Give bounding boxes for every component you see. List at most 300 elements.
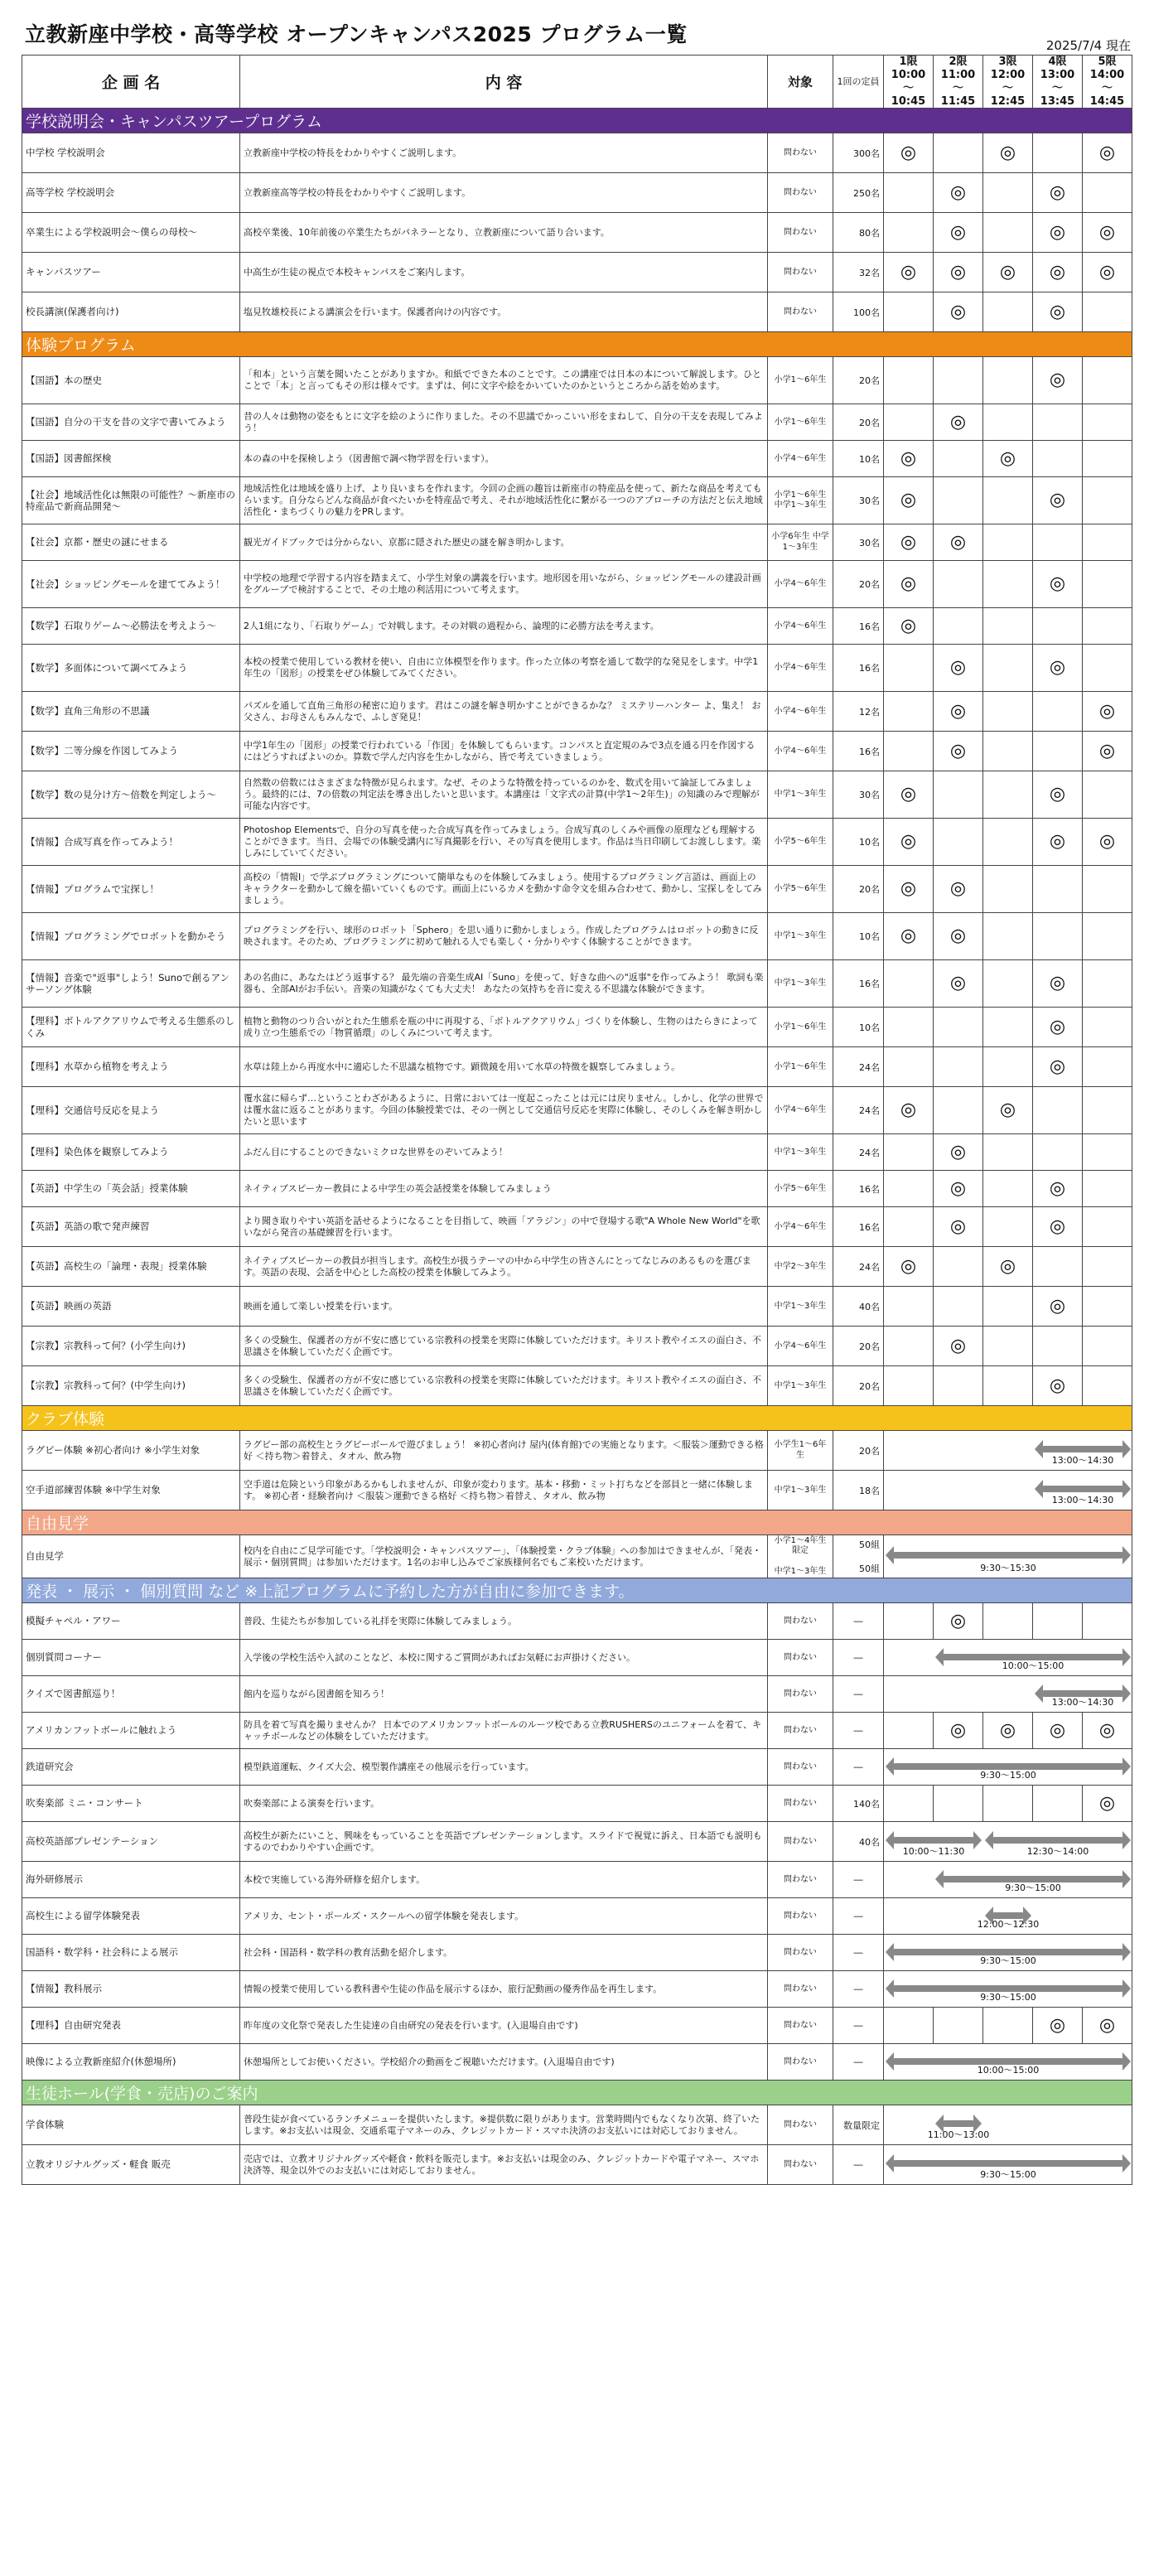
time-span-label: 13:00〜14:30 [1051,1495,1114,1506]
program-capacity [833,253,884,292]
program-content: 空手道は危険という印象があるかもしれませんが、印象が変わります。基本・移動・ミット打ちなどを部員と一緒に体験します。 ※初心者・経験者向け ＜服装＞運動できる格好 ＜持ち物＞着替え、タオル、飲み物 [240,1471,768,1510]
scheduled-mark: ◎ [1049,1719,1066,1741]
program-capacity [833,645,884,692]
target-text: 問わない [784,1798,817,1808]
program-capacity [833,819,884,866]
program-name: 【情報】プログラミングでロボットを動かそう [22,913,240,960]
scheduled-mark: ◎ [949,973,967,994]
period-2-cell [934,1247,983,1287]
period-5-cell [1083,561,1132,608]
capacity-text: ― [853,1911,863,1922]
capacity-text: 40名 [859,1301,880,1312]
program-row [22,1898,1132,1935]
program-capacity [833,732,884,771]
time-span-label: 9:30〜15:00 [980,1955,1036,1967]
program-name: 【社会】地域活性化は無限の可能性？〜新座市の特産品で新商品開発〜 [22,477,240,524]
period-5-cell [1083,2008,1132,2044]
scheduled-mark: ◎ [949,1610,967,1631]
period-3-cell [983,1134,1033,1171]
period-4-cell [1033,477,1083,524]
capacity-text: 16名 [859,746,880,757]
scheduled-mark: ◎ [1098,142,1116,163]
capacity-text: 16名 [859,663,880,674]
target-text: 問わない [784,2056,817,2066]
program-row [22,692,1132,732]
capacity-text: 20名 [859,884,880,896]
period-2-cell [934,561,983,608]
program-row [22,866,1132,913]
program-target [768,1676,833,1713]
program-name: 【理科】ボトルアクアリウムで考える生態系のしくみ [22,1008,240,1047]
program-content: 吹奏楽部による演奏を行います。 [240,1786,768,1822]
time-span-cell [884,2145,1132,2185]
scheduled-mark: ◎ [900,490,917,511]
period-4-cell [1033,173,1083,213]
program-content: 水草は陸上から再度水中に適応した不思議な植物です。顕微鏡を用いて水草の特徴を観察してみましょう。 [240,1047,768,1087]
program-capacity [833,1471,884,1510]
capacity-text: 数量限定 [843,2119,880,2131]
program-target [768,2145,833,2185]
target-text: 小学1〜6年生 [774,1061,827,1071]
program-capacity [833,771,884,819]
period-1-cell [884,2008,934,2044]
period-5-cell [1083,173,1132,213]
program-row [22,1366,1132,1406]
capacity-text: ― [853,1725,863,1737]
period-2-cell [934,1171,983,1207]
program-row [22,2105,1132,2145]
period-3-cell [983,1087,1033,1134]
period-5-cell [1083,819,1132,866]
period-5-cell [1083,692,1132,732]
period-3-cell [983,771,1033,819]
scheduled-mark: ◎ [949,1141,967,1162]
program-target [768,1786,833,1822]
scheduled-mark: ◎ [900,142,917,163]
target-text: 中学1〜3年生 [774,790,827,800]
scheduled-mark: ◎ [949,531,967,553]
program-target [768,292,833,332]
program-row [22,477,1132,524]
time-span-label: 12:30〜14:00 [1026,1846,1089,1858]
target-text: 中学1〜3年生 [774,931,827,941]
program-name: 【社会】ショッピングモールを建ててみよう！ [22,561,240,608]
program-row [22,1171,1132,1207]
program-row [22,1603,1132,1640]
scheduled-mark: ◎ [999,447,1016,469]
period-4-cell [1033,441,1083,477]
program-capacity [833,1287,884,1327]
program-content: 社会科・国語科・数学科の教育活動を紹介します。 [240,1935,768,1971]
period-3-cell [983,866,1033,913]
period-5-cell [1083,866,1132,913]
target-text: 問わない [784,1652,817,1662]
program-row [22,732,1132,771]
period-1-cell [884,1207,934,1247]
target-text: 中学1〜3年生 [774,1380,827,1390]
program-target [768,1171,833,1207]
program-target [768,1134,833,1171]
time-span-arrow [944,2120,973,2127]
program-name: ラグビー体験 ※初心者向け ※小学生対象 [22,1431,240,1471]
target-text: 小学4〜6年生 [774,579,827,589]
period-4-cell [1033,292,1083,332]
program-target [768,2008,833,2044]
program-content: 塩見牧雄校長による講演会を行います。保護者向けの内容です。 [240,292,768,332]
period-3-cell [983,819,1033,866]
program-row [22,645,1132,692]
time-span-cell [884,1640,1132,1676]
section-title: 学校説明会・キャンパスツアープログラム [22,109,1132,133]
period-3-cell [983,960,1033,1008]
target-text: 小学1〜6年生 [774,375,827,385]
program-name: クイズで図書館巡り！ [22,1676,240,1713]
time-span-cell [884,1431,1132,1471]
program-capacity [833,1247,884,1287]
program-name: 映像による立教新座紹介(休憩場所) [22,2044,240,2081]
program-content: 本校の授業で使用している教材を使い、自由に立体模型を作ります。作った立体の考察を通して数学的な発見をします。中学1年生の「図形」の授業をぜひ体験してみてください。 [240,645,768,692]
page-title: 立教新座中学校・高等学校 オープンキャンパス2025 プログラム一覧 [25,22,688,46]
period-1-cell [884,1327,934,1366]
program-name: 学食体験 [22,2105,240,2145]
program-target [768,1327,833,1366]
capacity-text: 32名 [859,267,880,278]
as-of-date: 2025/7/4 現在 [1045,38,1131,53]
period-3-header: 3限 12:00 〜 12:45 [983,56,1033,109]
period-2-cell [934,819,983,866]
period-2-cell [934,173,983,213]
period-4-cell [1033,404,1083,441]
program-capacity [833,1749,884,1786]
program-capacity [833,441,884,477]
program-row [22,1247,1132,1287]
scheduled-mark: ◎ [1049,370,1066,391]
target-text: 小学5〜6年生 [774,884,827,894]
scheduled-mark: ◎ [949,740,967,761]
program-row [22,1822,1132,1862]
period-1-cell [884,1087,934,1134]
program-content: アメリカ、セント・ポールズ・スクールへの留学体験を発表します。 [240,1898,768,1935]
period-1-cell [884,173,934,213]
program-capacity [833,960,884,1008]
period-1-cell [884,960,934,1008]
scheduled-mark: ◎ [949,878,967,900]
program-content: 中学1年生の「図形」の授業で行われている「作図」を体験してもらいます。コンパスと直定規のみで3点を通る円を作図するにはどうすればよいのか。算数で学んだ内容を生かしながら、皆で考えていきましょう。 [240,732,768,771]
program-row [22,2044,1132,2081]
target-text: 小学1〜6年生 [774,417,827,427]
target-text: 問わない [784,227,817,237]
program-content: 高校の「情報I」で学ぶプログラミングについて簡単なものを体験してみましょう。使用するプログラミング言語は、画面上のキャラクターを動かして線を描いていくものです。画面上にいるカメを動かす命令文を組み合わせて、動かし、宝探しをしてみましょう。 [240,866,768,913]
program-name: 空手道部練習体験 ※中学生対象 [22,1471,240,1510]
period-5-cell [1083,1327,1132,1366]
period-5-cell [1083,960,1132,1008]
program-content: 防具を着て写真を撮りませんか？ 日本でのアメリカンフットボールのルーツ校である立教RUSHERSのユニフォームを着て、キャッチボールなどの体験をしていただけます。 [240,1713,768,1749]
period-1-cell [884,524,934,561]
program-capacity [833,913,884,960]
capacity-text: 10名 [859,837,880,848]
program-name: 【情報】合成写真を作ってみよう！ [22,819,240,866]
program-name: 【理科】交通信号反応を見よう [22,1087,240,1134]
period-5-cell [1083,357,1132,404]
period-1-cell [884,1134,934,1171]
program-name: 【情報】音楽で"返事"しよう！Sunoで創るアンサーソング体験 [22,960,240,1008]
program-table [22,55,1132,2185]
period-4-cell [1033,1786,1083,1822]
program-target [768,524,833,561]
period-1-cell [884,913,934,960]
period-1-cell [884,692,934,732]
period-4-cell [1033,2008,1083,2044]
program-row [22,213,1132,253]
scheduled-mark: ◎ [1049,831,1066,853]
period-4-cell [1033,357,1083,404]
program-capacity [833,2008,884,2044]
program-target [768,692,833,732]
period-5-cell [1083,213,1132,253]
program-content: ふだん目にすることのできないミクロな世界をのぞいてみよう！ [240,1134,768,1171]
program-target [768,771,833,819]
program-target [768,1366,833,1406]
program-target [768,1047,833,1087]
capacity-text: ― [853,2020,863,2032]
capacity-text: 20名 [859,1380,880,1392]
scheduled-mark: ◎ [999,1719,1016,1741]
section-header [22,2081,1132,2105]
program-target [768,645,833,692]
program-target [768,1935,833,1971]
scheduled-mark: ◎ [900,831,917,853]
program-capacity [833,1171,884,1207]
period-3-cell [983,441,1033,477]
program-row [22,1640,1132,1676]
section-title: 体験プログラム [22,332,1132,357]
capacity-text: 10名 [859,453,880,465]
period-1-header: 1限 10:00 〜 10:45 [884,56,934,109]
period-2-cell [934,1047,983,1087]
program-name: 【数学】二等分線を作図してみよう [22,732,240,771]
scheduled-mark: ◎ [1098,221,1116,243]
capacity-text: 20名 [859,1445,880,1457]
program-row [22,771,1132,819]
program-content: 普段、生徒たちが参加している礼拝を実際に体験してみましょう。 [240,1603,768,1640]
period-1-cell [884,441,934,477]
scheduled-mark: ◎ [949,1177,967,1199]
period-4-cell [1033,1171,1083,1207]
capacity-text: 12名 [859,706,880,718]
time-span-cell [884,2105,1132,2145]
program-name: 【英語】英語の歌で発声練習 [22,1207,240,1247]
period-4-cell [1033,866,1083,913]
scheduled-mark: ◎ [1049,973,1066,994]
period-5-cell [1083,732,1132,771]
period-4-cell [1033,524,1083,561]
scheduled-mark: ◎ [999,261,1016,283]
program-row [22,561,1132,608]
period-5-cell [1083,1713,1132,1749]
period-3-cell [983,213,1033,253]
program-target [768,1287,833,1327]
period-2-cell [934,692,983,732]
program-name: 【数学】直角三角形の不思議 [22,692,240,732]
program-content: 情報の授業で使用している教科書や生徒の作品を展示するほか、旅行記動画の優秀作品を再生します。 [240,1971,768,2008]
time-span-label: 9:30〜15:00 [980,1770,1036,1781]
period-5-cell [1083,524,1132,561]
program-target [768,441,833,477]
program-capacity [833,1008,884,1047]
period-2-cell [934,1287,983,1327]
program-target [768,1087,833,1134]
time-span-cell [884,1471,1132,1510]
program-capacity [833,2044,884,2081]
time-span-label: 13:00〜14:30 [1051,1697,1114,1708]
program-content: 覆水盆に帰らず…ということわざがあるように、日常においては一度起こったことは元には戻りません。しかし、化学の世界では覆水盆に返ることがあります。今回の体験授業では、その一例として交通信号反応を実際に体験し、そのしくみを解き明かしたいと思います [240,1087,768,1134]
time-span-cell [884,1749,1132,1786]
period-3-cell [983,1008,1033,1047]
period-3-cell [983,1603,1033,1640]
time-span-cell [884,1898,1132,1935]
period-4-cell [1033,1327,1083,1366]
program-name: 立教オリジナルグッズ・軽食 販売 [22,2145,240,2185]
target-text: 小学生1〜6年生 [774,1440,827,1460]
target-text: 小学4〜6年生 [774,746,827,756]
scheduled-mark: ◎ [999,142,1016,163]
scheduled-mark: ◎ [1098,261,1116,283]
program-row [22,1008,1132,1047]
scheduled-mark: ◎ [1098,831,1116,853]
period-1-cell [884,133,934,173]
period-4-header: 4限 13:00 〜 13:45 [1033,56,1083,109]
section-header [22,1578,1132,1603]
period-3-cell [983,357,1033,404]
time-span-label: 11:00〜13:00 [927,2129,990,2141]
program-target [768,819,833,866]
program-target [768,477,833,524]
program-row [22,1047,1132,1087]
capacity-text: 20名 [859,375,880,387]
scheduled-mark: ◎ [1049,181,1066,203]
period-1-cell [884,1603,934,1640]
program-target [768,173,833,213]
period-1-cell [884,477,934,524]
period-2-cell [934,1008,983,1047]
scheduled-mark: ◎ [949,1719,967,1741]
program-capacity [833,133,884,173]
target-text: 問わない [784,1616,817,1626]
program-capacity [833,357,884,404]
period-4-cell [1033,1207,1083,1247]
scheduled-mark: ◎ [949,301,967,322]
period-4-cell [1033,1287,1083,1327]
period-4-cell [1033,561,1083,608]
program-target [768,1898,833,1935]
target-text: 中学2〜3年生 [774,1261,827,1271]
period-3-cell [983,692,1033,732]
scheduled-mark: ◎ [1049,1375,1066,1396]
period-2-cell [934,1713,983,1749]
period-5-cell [1083,1047,1132,1087]
time-span-label: 10:00〜15:00 [977,2065,1040,2076]
target-text: 問わない [784,147,817,157]
program-name: 中学校 学校説明会 [22,133,240,173]
period-3-cell [983,1247,1033,1287]
program-row [22,1971,1132,2008]
capacity-text: 20名 [859,417,880,428]
scheduled-mark: ◎ [900,261,917,283]
period-3-cell [983,608,1033,645]
period-3-cell [983,1786,1033,1822]
period-4-cell [1033,213,1083,253]
program-name: 【社会】京都・歴史の謎にせまる [22,524,240,561]
program-row [22,1287,1132,1327]
program-content: 多くの受験生、保護者の方が不安に感じている宗教科の授業を実際に体験していただけます。キリスト教やイエスの面白さ、不思議さを体験していただく企画です。 [240,1366,768,1406]
program-name: 卒業生による学校説明会〜僕らの母校〜 [22,213,240,253]
period-5-cell [1083,253,1132,292]
capacity-text: 20名 [859,1341,880,1352]
period-2-cell [934,441,983,477]
capacity-text: 30名 [859,495,880,507]
period-1-cell [884,292,934,332]
program-capacity [833,608,884,645]
scheduled-mark: ◎ [1049,657,1066,679]
program-content: 模型鉄道運転、クイズ大会、模型製作講座その他展示を行っています。 [240,1749,768,1786]
period-3-cell [983,732,1033,771]
program-row [22,1862,1132,1898]
program-name: 海外研修展示 [22,1862,240,1898]
program-target [768,561,833,608]
target-text: 小学4〜6年生 [774,1105,827,1115]
scheduled-mark: ◎ [1049,784,1066,805]
program-capacity [833,1822,884,1862]
scheduled-mark: ◎ [999,1255,1016,1277]
program-content: 多くの受験生、保護者の方が不安に感じている宗教科の授業を実際に体験していただけます。キリスト教やイエスの面白さ、不思議さを体験していただく企画です。 [240,1327,768,1366]
program-target [768,1862,833,1898]
period-5-cell [1083,1603,1132,1640]
program-name: 【情報】教科展示 [22,1971,240,2008]
period-5-cell [1083,1087,1132,1134]
program-target [768,357,833,404]
program-row [22,1327,1132,1366]
program-row [22,1471,1132,1510]
scheduled-mark: ◎ [949,1335,967,1356]
period-1-cell [884,1713,934,1749]
program-content: 売店では、立教オリジナルグッズや軽食・飲料を販売します。※お支払いは現金のみ、クレジットカードや電子マネー、スマホ決済等、現金以外でのお支払いには対応しておりません。 [240,2145,768,2185]
period-1-cell [884,253,934,292]
section-header [22,109,1132,133]
scheduled-mark: ◎ [1049,261,1066,283]
scheduled-mark: ◎ [900,615,917,636]
program-capacity [833,477,884,524]
program-capacity [833,2145,884,2185]
program-content: 休憩場所としてお使いください。学校紹介の動画をご視聴いただけます。(入退場自由です) [240,2044,768,2081]
capacity-text: 24名 [859,1147,880,1158]
program-content: プログラミングを行い、球形のロボット「Sphero」を思い通りに動かしましょう。作成したプログラムはロボットの動きに反映されます。そのため、プログラミングに初めて触れる人でも楽しく・分かりやすく体験することができます。 [240,913,768,960]
program-content: 校内を自由にご見学可能です。「学校説明会・キャンパスツアー」、「体験授業・クラブ体験」への参加はできませんが、「発表・展示・個別質問」は参加いただけます。1名のお申し込みでご家族様何名でもご来校いただけます。 [240,1535,768,1578]
period-5-cell [1083,1247,1132,1287]
program-target [768,1640,833,1676]
capacity-text: 30名 [859,790,880,801]
program-row [22,173,1132,213]
capacity-text: 24名 [859,1105,880,1117]
period-1-cell [884,866,934,913]
program-capacity [833,1327,884,1366]
program-capacity [833,1431,884,1471]
section-header [22,1406,1132,1431]
program-capacity [833,1786,884,1822]
program-name: 【英語】中学生の「英会話」授業体験 [22,1171,240,1207]
scheduled-mark: ◎ [1049,1056,1066,1077]
time-span-arrow [894,1552,1122,1559]
program-name: 【数学】数の見分け方〜倍数を判定しよう〜 [22,771,240,819]
